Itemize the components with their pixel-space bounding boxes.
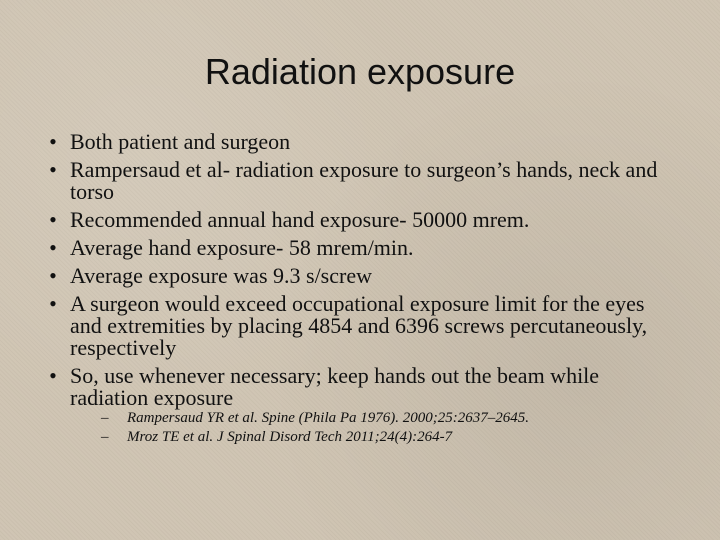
bullet-marker: • — [49, 157, 57, 182]
bullet-marker: • — [49, 207, 57, 232]
sub-marker: – — [101, 429, 109, 445]
reference-text: Mroz TE et al. J Spinal Disord Tech 2011;24(4):264-7 — [127, 429, 453, 445]
bullet-text: Average hand exposure- 58 mrem/min. — [70, 235, 414, 260]
bullet-item — [45, 131, 675, 153]
bullet-text: Rampersaud et al- radiation exposure to surgeon’s hands, neck and torso — [70, 157, 658, 204]
bullet-marker: • — [49, 291, 57, 316]
bullet-marker: • — [49, 129, 57, 154]
bullet-item — [45, 293, 675, 359]
reference-text: Rampersaud YR et al. Spine (Phila Pa 1976). 2000;25:2637–2645. — [127, 410, 530, 426]
bullet-marker: • — [49, 363, 57, 388]
reference-item — [101, 428, 706, 447]
bullet-item — [45, 365, 675, 447]
bullet-list — [45, 131, 675, 453]
bullet-text: A surgeon would exceed occupational exposure limit for the eyes and extremities by placing 4854 and 6396 screws percutaneously, respectively — [70, 291, 648, 360]
bullet-item — [45, 209, 675, 231]
bullet-text: So, use whenever necessary; keep hands out the beam while radiation exposure — [70, 363, 600, 410]
bullet-item — [45, 159, 675, 203]
bullet-marker: • — [49, 235, 57, 260]
bullet-item — [45, 237, 675, 259]
bullet-item — [45, 265, 675, 287]
bullet-marker: • — [49, 263, 57, 288]
bullet-text: Average exposure was 9.3 s/screw — [70, 263, 372, 288]
slide-title: Radiation exposure — [204, 51, 516, 92]
sub-marker: – — [101, 410, 109, 426]
bullet-text: Recommended annual hand exposure- 50000 mrem. — [70, 207, 530, 232]
bullet-text: Both patient and surgeon — [70, 129, 291, 154]
reference-list — [101, 409, 706, 447]
reference-item — [101, 409, 706, 428]
